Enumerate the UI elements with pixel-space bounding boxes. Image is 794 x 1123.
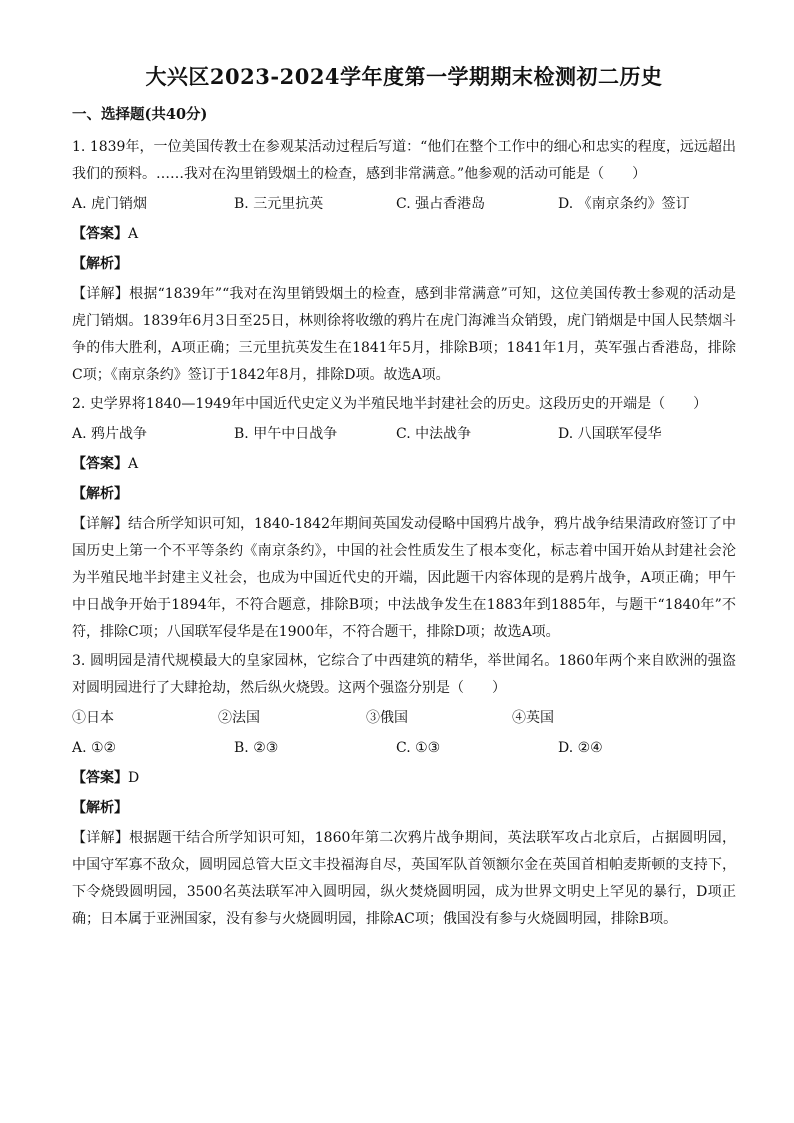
- answer-value: D: [128, 770, 140, 786]
- question-2-option-d: D. 八国联军侵华: [558, 426, 662, 442]
- answer-label: 【答案】: [72, 226, 128, 242]
- answer-label: 【答案】: [72, 456, 128, 472]
- question-3-items: [72, 705, 736, 732]
- question-1-stem: 1. 1839年，一位美国传教士在参观某活动过程后写道：“他们在整个工作中的细心和忠实的程度，远远超出我们的预料。……我对在沟里销毁烟土的检查，感到非常满意。”他参观的活动可能是（ ）: [72, 139, 736, 182]
- question-2-option-c: C. 中法战争: [396, 426, 472, 442]
- question-2-options: [72, 421, 736, 448]
- question-1-option-c: C. 强占香港岛: [396, 196, 486, 212]
- question-3-item-3: ③俄国: [366, 710, 408, 726]
- question-1-analysis-label: 【解析】: [72, 256, 128, 272]
- question-1-option-d: D. 《南京条约》签订: [558, 196, 690, 212]
- question-3-option-b: B. ②③: [234, 740, 279, 756]
- question-3-option-a: A. ①②: [72, 740, 117, 756]
- answer-value: A: [128, 456, 139, 472]
- question-2-option-b: B. 甲午中日战争: [234, 426, 338, 442]
- question-1: [72, 134, 736, 389]
- question-1-options: [72, 191, 736, 218]
- question-3-analysis-label: 【解析】: [72, 800, 128, 816]
- question-2-analysis-label: 【解析】: [72, 486, 128, 502]
- answer-value: A: [128, 226, 139, 242]
- question-2-option-a: A. 鸦片战争: [72, 426, 148, 442]
- question-3-option-c: C. ①③: [396, 740, 441, 756]
- question-2-answer: [72, 451, 736, 478]
- question-3-answer: [72, 765, 736, 792]
- question-1-answer: [72, 221, 736, 248]
- question-1-option-b: B. 三元里抗英: [234, 196, 324, 212]
- question-1-option-a: A. 虎门销烟: [72, 196, 148, 212]
- question-2: [72, 391, 736, 646]
- section-heading: 一、选择题(共40分): [72, 106, 208, 123]
- question-1-detail: 【详解】根据“1839年”“我对在沟里销毁烟土的检查，感到非常满意”可知，这位美国传教士参观的活动是虎门销烟。1839年6月3日至25日，林则徐将收缴的鸦片在虎门海滩当众销毁，虎门销烟是中国人民禁烟斗争的伟大胜利，A项正确；三元里抗英发生在1841年5月，排除B项；1841年1月，英军强占香港岛，排除C项；《南京条约》签订于1842年8月，排除D项。故选A项。: [72, 286, 736, 383]
- question-3-stem: 3. 圆明园是清代规模最大的皇家园林，它综合了中西建筑的精华，举世闻名。1860年两个来自欧洲的强盗对圆明园进行了大肆抢劫，然后纵火烧毁。这两个强盗分别是（ ）: [72, 653, 736, 696]
- question-2-stem: 2. 史学界将1840—1949年中国近代史定义为半殖民地半封建社会的历史。这段历史的开端是（ ）: [72, 396, 708, 412]
- question-3-option-d: D. ②④: [558, 740, 603, 756]
- page-title: 大兴区2023-2024学年度第一学期期末检测初二历史: [145, 64, 663, 89]
- question-3: [72, 648, 736, 933]
- question-2-detail: 【详解】结合所学知识可知，1840-1842年期间英国发动侵略中国鸦片战争，鸦片战争结果清政府签订了中国历史上第一个不平等条约《南京条约》，中国的社会性质发生了根本变化，标志着中国开始从封建社会沦为半殖民地半封建主义社会，也成为中国近代史的开端，因此题干内容体现的是鸦片战争，A项正确；甲午中日战争开始于1894年，不符合题意，排除B项；中法战争发生在1883年到1885年，与题干“1840年”不符，排除C项；八国联军侵华是在1900年，不符合题干，排除D项；故选A项。: [72, 516, 736, 640]
- question-3-item-2: ②法国: [218, 710, 260, 726]
- question-3-detail: 【详解】根据题干结合所学知识可知，1860年第二次鸦片战争期间，英法联军攻占北京后，占据圆明园，中国守军寡不敌众，圆明园总管大臣文丰投福海自尽，英国军队首领额尔金在英国首相帕麦斯顿的支持下，下令烧毁圆明园，3500名英法联军冲入圆明园，纵火焚烧圆明园，成为世界文明史上罕见的暴行，D项正确；日本属于亚洲国家，没有参与火烧圆明园，排除AC项；俄国没有参与火烧圆明园，排除B项。: [72, 830, 736, 927]
- answer-label: 【答案】: [72, 770, 128, 786]
- question-3-options: [72, 735, 736, 762]
- question-3-item-1: ①日本: [72, 710, 114, 726]
- question-3-item-4: ④英国: [512, 710, 554, 726]
